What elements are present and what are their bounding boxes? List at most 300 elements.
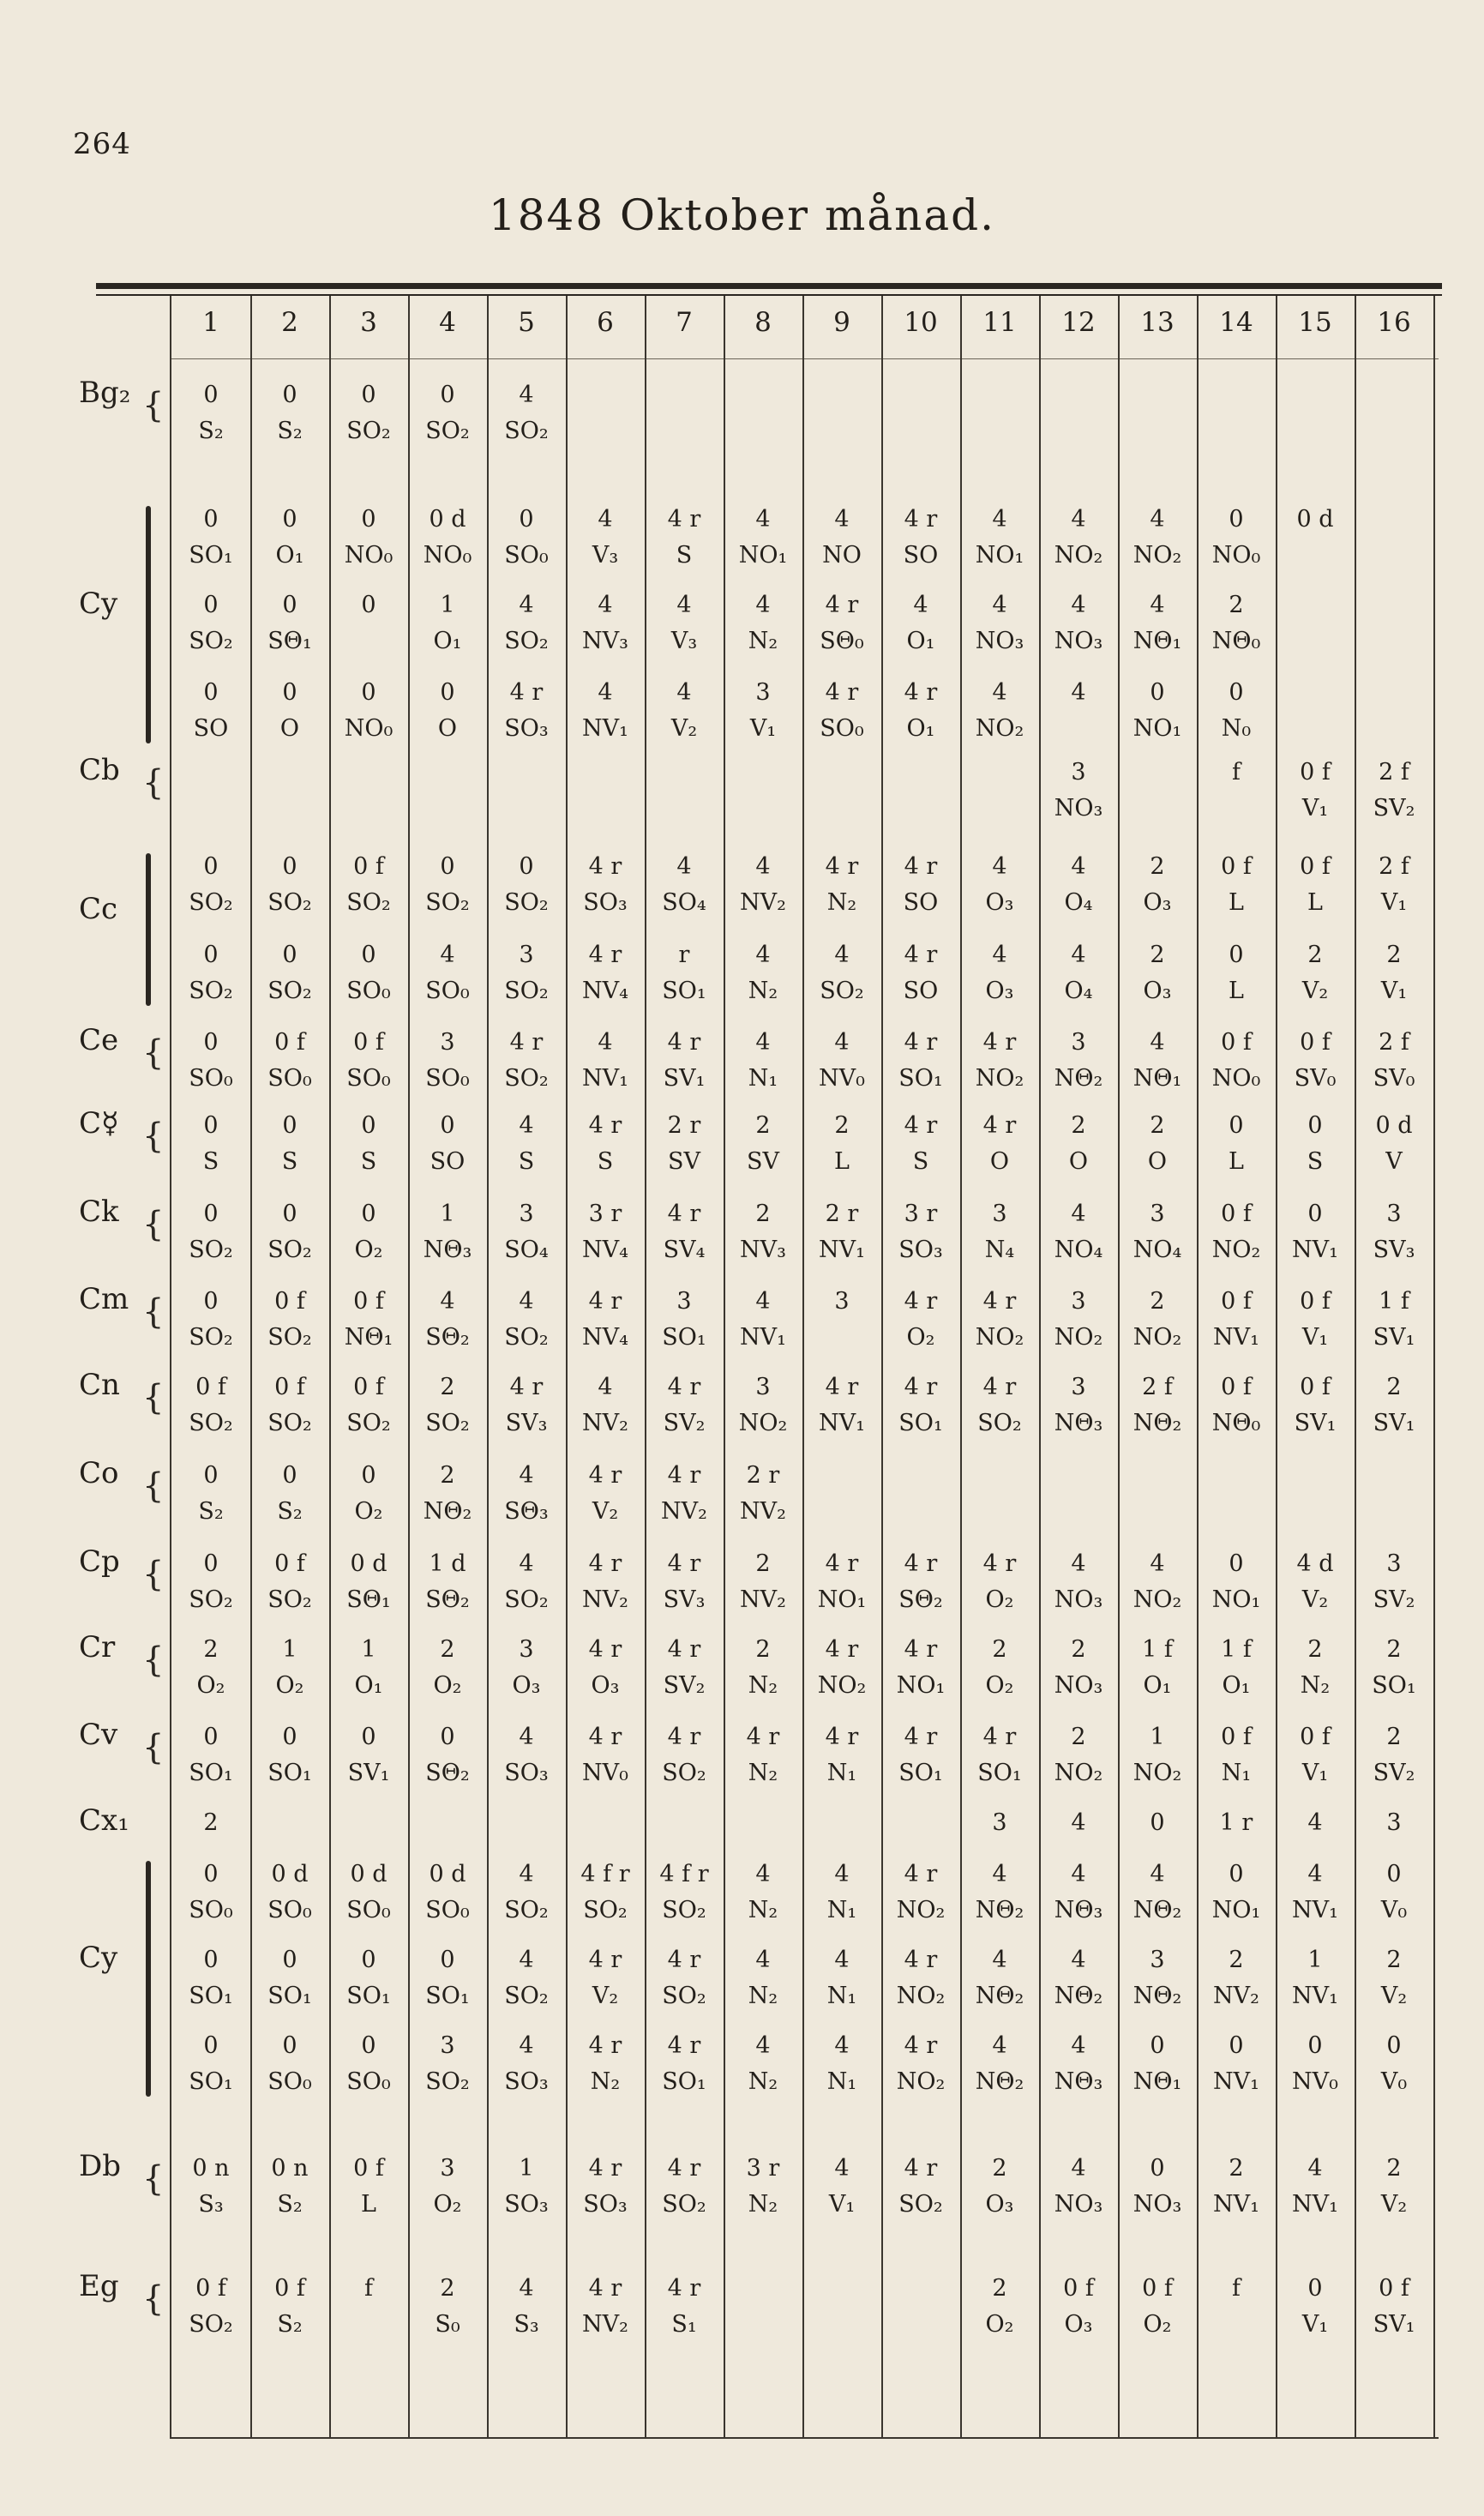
cell-wind: SO₂ [189, 1324, 233, 1351]
cell-value: 4 [755, 853, 771, 880]
cell-wind: SO₂ [504, 1983, 549, 2009]
cell-value: 2 r [746, 1462, 780, 1489]
table-cell [960, 2271, 1039, 2343]
table-cell [566, 937, 645, 1009]
cell-value: 0 [440, 1724, 455, 1750]
cell-wind: V₁ [1301, 1760, 1329, 1786]
cell-wind [1197, 791, 1276, 827]
table-cell [1197, 849, 1276, 921]
cell-wind: NV₁ [1213, 2191, 1259, 2218]
table-cell [960, 1369, 1039, 1442]
group-brace [146, 853, 151, 1006]
cell-value: 4 r [904, 2155, 938, 2182]
table-cell [881, 1546, 960, 1618]
cell-value: 4 [992, 592, 1007, 618]
table-cell [250, 587, 329, 659]
cell-value: 3 [992, 1809, 1007, 1836]
table-cell [1039, 502, 1118, 574]
cell-wind: O₁ [275, 542, 304, 569]
table-cell [960, 587, 1039, 659]
column-header: 4 [439, 307, 456, 338]
cell-value: 4 r [509, 1374, 544, 1400]
cell-wind: O₃ [985, 889, 1014, 916]
cell-wind: NV₀ [819, 1065, 865, 1092]
table-cell [1039, 1369, 1118, 1442]
table-cell [566, 1719, 645, 1791]
cell-value: 2 [755, 1201, 771, 1227]
table-cell [1197, 2028, 1276, 2100]
table-cell [250, 1942, 329, 2014]
table-cell [881, 502, 960, 574]
table-cell [487, 1458, 566, 1530]
table-cell [408, 1942, 487, 2014]
cell-value: 4 r [588, 1947, 622, 1973]
cell-value: 4 [1150, 1861, 1165, 1887]
table-cell [1039, 2028, 1118, 2100]
cell-wind: S₂ [277, 418, 303, 444]
table-cell [171, 1108, 250, 1180]
cell-wind: N₁ [826, 2068, 857, 2095]
cell-wind: NO₁ [1133, 715, 1182, 742]
cell-value: 1 [1150, 1724, 1165, 1750]
cell-wind: NV₁ [1292, 1983, 1338, 2009]
table-cell [1355, 1369, 1433, 1442]
cell-wind: O₂ [985, 2311, 1014, 2338]
cell-wind: SO₂ [425, 2068, 470, 2095]
table-cell [1039, 1942, 1118, 2014]
table-cell [487, 1719, 566, 1791]
cell-wind: NO₂ [1054, 542, 1103, 569]
cell-value: 4 r [667, 1462, 701, 1489]
cell-wind: SV₀ [1373, 1065, 1415, 1092]
cell-wind: SO₂ [977, 1410, 1022, 1436]
cell-value: 3 [834, 1288, 850, 1315]
cell-value: 2 [755, 1636, 771, 1663]
cell-value: 4 [992, 853, 1007, 880]
cell-wind [329, 623, 408, 659]
table-cell [250, 1857, 329, 1929]
table-cell [1276, 1719, 1355, 1791]
cell-value: 0 [1150, 2032, 1165, 2059]
cell-wind: O₃ [1143, 889, 1172, 916]
table-cell [329, 1458, 408, 1530]
cell-wind: NV₂ [582, 1586, 628, 1613]
cell-wind: SΘ₂ [898, 1586, 943, 1613]
cell-value: 4 [1307, 2155, 1323, 2182]
cell-value: 4 [519, 1724, 534, 1750]
cell-value: 0 f [1300, 1288, 1331, 1315]
table-cell [1118, 1942, 1197, 2014]
cell-wind: NO₂ [1054, 1760, 1103, 1786]
table-cell [566, 1025, 645, 1097]
cell-wind: NV₂ [740, 1498, 786, 1525]
cell-wind: NO₀ [344, 542, 394, 569]
cell-value: 1 f [1142, 1636, 1173, 1663]
cell-wind: NΘ₂ [1054, 1983, 1103, 2009]
cell-wind: SO₂ [267, 1410, 312, 1436]
cell-wind: NΘ₀ [1211, 1410, 1261, 1436]
table-cell [487, 587, 566, 659]
cell-wind: NΘ₀ [1211, 628, 1261, 654]
cell-wind: SO₁ [662, 978, 706, 1004]
cell-wind: N₂ [748, 1672, 778, 1699]
group-brace [146, 506, 151, 743]
cell-wind: SO₀ [189, 1065, 233, 1092]
table-cell [171, 1632, 250, 1704]
cell-wind: NΘ₂ [1133, 1897, 1182, 1923]
cell-wind: NΘ₂ [975, 1983, 1024, 2009]
station-label: Cx₁ [79, 1803, 129, 1838]
cell-value: 4 r [825, 1724, 859, 1750]
cell-wind: O [279, 715, 300, 742]
cell-wind: SO₃ [583, 2191, 628, 2218]
cell-value: 4 r [588, 2275, 622, 2302]
station-label: Cp [79, 1544, 120, 1579]
table-cell [487, 1108, 566, 1180]
cell-value: 0 [203, 1201, 219, 1227]
cell-wind: SO₂ [504, 1586, 549, 1613]
cell-wind: SO₃ [583, 889, 628, 916]
table-cell [487, 1284, 566, 1356]
cell-wind: V₁ [1301, 795, 1329, 822]
table-cell [960, 1719, 1039, 1791]
table-cell [171, 1458, 250, 1530]
cell-wind: L [834, 1148, 850, 1175]
table-cell [1039, 1632, 1118, 1704]
cell-wind: NO₄ [1133, 1237, 1182, 1263]
cell-wind: SV₂ [663, 1672, 706, 1699]
cell-value: 0 [1386, 1861, 1402, 1887]
cell-value: 0 [1386, 2032, 1402, 2059]
table-cell [802, 2028, 881, 2100]
cell-value: 4 r [746, 1724, 780, 1750]
cell-value: 4 [755, 942, 771, 968]
cell-wind: SV₂ [1373, 795, 1415, 822]
cell-wind: SO₁ [898, 1760, 943, 1786]
cell-wind: NV₁ [1213, 1324, 1259, 1351]
table-cell [724, 849, 802, 921]
cell-value: 4 r [588, 2032, 622, 2059]
cell-value: 0 [1229, 679, 1244, 706]
cell-value: 0 [282, 382, 297, 408]
cell-wind: S [1307, 1148, 1324, 1175]
table-cell [171, 675, 250, 747]
cell-value: 0 [282, 592, 297, 618]
table-cell [645, 1857, 724, 1929]
cell-wind: SV₁ [1373, 2311, 1415, 2338]
cell-value: 0 d [429, 506, 466, 533]
table-cell [645, 1942, 724, 2014]
cell-wind: SO₂ [662, 1983, 706, 2009]
cell-wind: L [361, 2191, 376, 2218]
table-cell [1276, 755, 1355, 827]
cell-wind: S [912, 1148, 929, 1175]
cell-value: 2 [1150, 942, 1165, 968]
cell-wind: SO₂ [504, 978, 549, 1004]
cell-value: 0 [519, 853, 534, 880]
cell-value: 0 d [1375, 1112, 1413, 1139]
table-cell [881, 675, 960, 747]
cell-value: 0 f [353, 1374, 384, 1400]
table-cell [1039, 2271, 1118, 2343]
table-cell [1118, 502, 1197, 574]
table-cell [881, 1108, 960, 1180]
cell-wind: SO₂ [662, 2191, 706, 2218]
cell-value: 4 [440, 942, 455, 968]
table-cell [487, 502, 566, 574]
table-cell [250, 2028, 329, 2100]
cell-wind: SO [903, 889, 939, 916]
table-cell [645, 1632, 724, 1704]
cell-wind: SO [903, 978, 939, 1004]
cell-wind: O₁ [354, 1672, 383, 1699]
table-cell [566, 1632, 645, 1704]
table-cell [329, 502, 408, 574]
cell-value: 4 [519, 1947, 534, 1973]
table-cell [1039, 937, 1118, 1009]
table-cell [408, 937, 487, 1009]
cell-wind: SO₀ [504, 542, 549, 569]
cell-wind: SO₂ [504, 889, 549, 916]
table-cell [171, 1857, 250, 1929]
column-header: 13 [1140, 307, 1175, 338]
cell-value: 4 [755, 506, 771, 533]
cell-wind: NV₄ [582, 978, 628, 1004]
table-cell [645, 2028, 724, 2100]
table-cell [645, 502, 724, 574]
table-cell [802, 675, 881, 747]
cell-wind: NO₃ [1054, 1586, 1103, 1613]
cell-value: 2 [1386, 1636, 1402, 1663]
cell-wind: NO₁ [738, 542, 788, 569]
cell-value: 2 [203, 1809, 219, 1836]
cell-wind: S₂ [277, 2311, 303, 2338]
cell-wind: N₂ [748, 1760, 778, 1786]
table-cell [881, 1719, 960, 1791]
table-cell [881, 1284, 960, 1356]
cell-value: 4 r [904, 1029, 938, 1056]
table-cell [329, 1546, 408, 1618]
cell-value: 0 [282, 1724, 297, 1750]
page-title: 1848 Oktober månad. [488, 190, 996, 240]
cell-value: 0 [1150, 2155, 1165, 2182]
cell-value: 4 r [825, 1636, 859, 1663]
cell-wind: V₂ [1380, 1983, 1408, 2009]
cell-value: 4 [598, 1029, 613, 1056]
column-header: 6 [597, 307, 614, 338]
table-cell [329, 1719, 408, 1791]
cell-value: 4 [992, 679, 1007, 706]
cell-value: 3 [1071, 1288, 1086, 1315]
table-cell [881, 2028, 960, 2100]
cell-wind: S₁ [671, 2311, 697, 2338]
cell-value: 0 [282, 942, 297, 968]
table-cell [1118, 1369, 1197, 1442]
cell-wind: NO₂ [738, 1410, 788, 1436]
cell-wind: O₁ [1143, 1672, 1172, 1699]
table-cell [408, 2271, 487, 2343]
cell-wind: NV₂ [582, 2311, 628, 2338]
table-cell [1039, 675, 1118, 747]
table-cell [881, 2151, 960, 2223]
cell-wind: NO₂ [1054, 1324, 1103, 1351]
cell-wind: NO₁ [1211, 1897, 1261, 1923]
table-cell [1276, 937, 1355, 1009]
table-cell [408, 1284, 487, 1356]
cell-wind: NO₂ [975, 1324, 1024, 1351]
table-cell [566, 502, 645, 574]
cell-value: 4 r [588, 1462, 622, 1489]
table-cell [1276, 849, 1355, 921]
cell-wind: V₁ [1301, 2311, 1329, 2338]
cell-wind: NV₃ [740, 1237, 786, 1263]
cell-wind: SO₂ [425, 418, 470, 444]
table-cell [645, 2271, 724, 2343]
table-cell [408, 377, 487, 449]
cell-wind: S [360, 1148, 377, 1175]
group-brace: { [142, 763, 165, 803]
cell-value: 4 r [667, 1724, 701, 1750]
cell-wind: NΘ₂ [1133, 1983, 1182, 2009]
table-cell [171, 587, 250, 659]
cell-value: 2 [755, 1112, 771, 1139]
cell-value: 0 [1229, 1861, 1244, 1887]
cell-value: 0 [440, 679, 455, 706]
cell-wind: NO₂ [896, 2068, 946, 2095]
table-cell [566, 2028, 645, 2100]
cell-wind: NV₁ [740, 1324, 786, 1351]
cell-value: 4 [676, 853, 692, 880]
cell-wind: NO₀ [1211, 1065, 1261, 1092]
table-cell [1276, 502, 1355, 574]
cell-value: 0 d [350, 1550, 388, 1577]
table-cell [881, 1857, 960, 1929]
column-header: 2 [281, 307, 298, 338]
table-cell [250, 1369, 329, 1442]
table-cell [724, 1942, 802, 2014]
cell-value: 0 f [353, 1288, 384, 1315]
table-cell [1118, 675, 1197, 747]
cell-wind: N₂ [590, 2068, 621, 2095]
cell-value: 0 n [192, 2155, 230, 2182]
cell-wind: SO₂ [898, 2191, 943, 2218]
table-cell [724, 937, 802, 1009]
table-cell [1355, 2151, 1433, 2223]
table-cell [1118, 1546, 1197, 1618]
cell-wind: L [1229, 1148, 1244, 1175]
cell-wind: SO₂ [504, 1324, 549, 1351]
table-cell [1276, 1108, 1355, 1180]
table-cell [724, 1632, 802, 1704]
cell-value: 2 f [1142, 1374, 1173, 1400]
cell-value: 4 r [588, 2155, 622, 2182]
cell-wind: SO₂ [189, 1410, 233, 1436]
cell-wind: NO₀ [344, 715, 394, 742]
cell-value: 4 r [904, 1724, 938, 1750]
cell-value: 4 r [667, 2155, 701, 2182]
cell-wind: SO₀ [425, 1897, 470, 1923]
table-cell [881, 1196, 960, 1268]
cell-wind: N₀ [1221, 715, 1252, 742]
cell-wind: SO₀ [346, 1065, 391, 1092]
cell-wind: N₂ [1300, 1672, 1331, 1699]
cell-value: 4 [1307, 1809, 1323, 1836]
table-cell [487, 1196, 566, 1268]
cell-wind: N₂ [748, 628, 778, 654]
cell-value: 4 [1071, 2032, 1086, 2059]
table-cell [1197, 1719, 1276, 1791]
cell-value: 4 [992, 506, 1007, 533]
cell-value: 4 r [904, 1112, 938, 1139]
table-cell [329, 937, 408, 1009]
cell-wind: SV₀ [1294, 1065, 1337, 1092]
table-cell [724, 1196, 802, 1268]
column-header: 16 [1377, 307, 1411, 338]
table-cell [802, 1196, 881, 1268]
table-cell [1197, 675, 1276, 747]
cell-wind: O [437, 715, 458, 742]
cell-value: 0 [1229, 506, 1244, 533]
cell-value: 3 [440, 2032, 455, 2059]
table-cell [566, 1942, 645, 2014]
cell-value: 0 [203, 1550, 219, 1577]
table-cell [566, 2271, 645, 2343]
station-label: Cv [79, 1718, 118, 1752]
table-cell [1039, 1025, 1118, 1097]
table-cell [724, 502, 802, 574]
table-cell [171, 1025, 250, 1097]
table-cell [487, 2151, 566, 2223]
cell-wind: O₃ [512, 1672, 541, 1699]
table-cell [171, 849, 250, 921]
cell-value: 0 f [195, 1374, 226, 1400]
table-cell [1276, 1942, 1355, 2014]
cell-value: 4 [519, 2032, 534, 2059]
table-cell [724, 2028, 802, 2100]
cell-wind [802, 1320, 881, 1356]
table-cell [1276, 1369, 1355, 1442]
cell-value: 3 [519, 1201, 534, 1227]
cell-value: 4 [755, 2032, 771, 2059]
cell-wind: V₁ [1380, 978, 1408, 1004]
cell-value: 2 r [825, 1201, 859, 1227]
table-cell [645, 1196, 724, 1268]
cell-wind: NV₁ [819, 1237, 865, 1263]
table-cell [487, 2028, 566, 2100]
table-cell [250, 937, 329, 1009]
cell-value: 3 [1071, 759, 1086, 785]
cell-wind: V₁ [828, 2191, 856, 2218]
cell-wind: L [1229, 978, 1244, 1004]
cell-wind: SO₁ [189, 1983, 233, 2009]
table-cell [960, 2028, 1039, 2100]
cell-value: 4 r [904, 1861, 938, 1887]
cell-value: 4 [992, 1861, 1007, 1887]
table-cell [250, 2151, 329, 2223]
station-label: C☿ [79, 1106, 119, 1141]
cell-wind: V₂ [1301, 1586, 1329, 1613]
table-cell [566, 1284, 645, 1356]
table-cell [329, 2271, 408, 2343]
cell-value: 4 [598, 679, 613, 706]
station-label: Ce [79, 1023, 119, 1057]
cell-value: 2 r [667, 1112, 701, 1139]
cell-wind: SO₁ [662, 1324, 706, 1351]
cell-value: 0 [1229, 1550, 1244, 1577]
table-cell [487, 849, 566, 921]
table-cell [329, 2028, 408, 2100]
table-cell [645, 1546, 724, 1618]
